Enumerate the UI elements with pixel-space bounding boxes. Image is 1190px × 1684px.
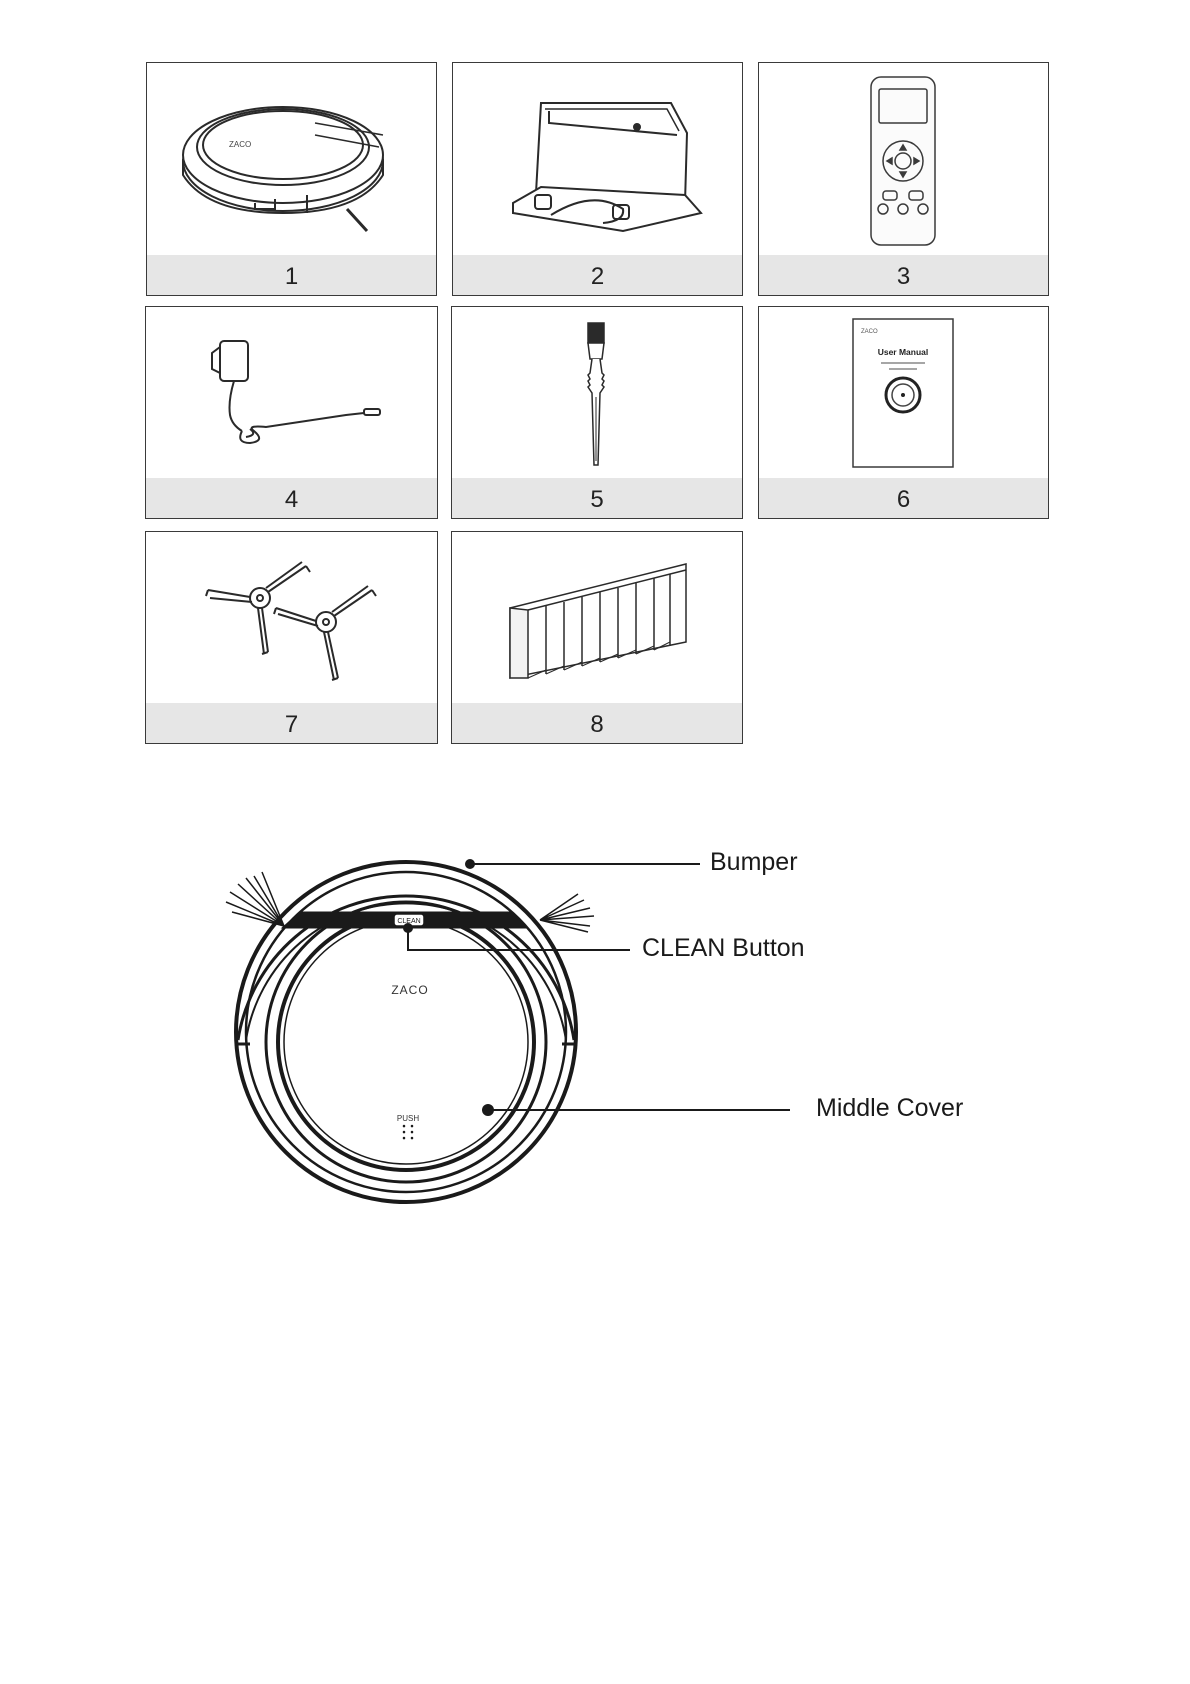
item-tile-1 — [146, 62, 437, 296]
push-text: PUSH — [396, 1114, 420, 1123]
item-tile-7 — [145, 531, 438, 744]
item-tile-3 — [758, 62, 1049, 296]
robot-brand-text: ZACO — [229, 140, 252, 149]
side-brush-icon — [146, 532, 436, 702]
power-adapter-icon — [146, 307, 436, 479]
item-tile-4 — [145, 306, 438, 519]
item-number-2: 2 — [453, 255, 742, 295]
robot-top-view-illustration — [0, 820, 1190, 1240]
item-number-6: 6 — [759, 478, 1048, 518]
item-number-3: 3 — [759, 255, 1048, 295]
robot-vacuum-icon — [147, 63, 435, 253]
item-tile-6 — [758, 306, 1049, 519]
manual-title-text: User Manual — [877, 347, 929, 357]
item-number-1: 1 — [147, 255, 436, 295]
filter-icon — [452, 532, 742, 702]
charging-base-icon — [453, 63, 741, 253]
bumper-callout: Bumper — [710, 848, 798, 876]
robot-top-view-diagram — [0, 820, 1190, 1240]
item-tile-8 — [451, 531, 743, 744]
item-number-4: 4 — [146, 478, 437, 518]
manual-brand-text: ZACO — [861, 329, 878, 335]
item-tile-2 — [452, 62, 743, 296]
user-manual-icon — [759, 307, 1047, 479]
item-number-7: 7 — [146, 703, 437, 743]
item-number-5: 5 — [452, 478, 742, 518]
item-tile-5 — [451, 306, 743, 519]
clean-button-callout: CLEAN Button — [642, 934, 805, 962]
item-number-8: 8 — [452, 703, 742, 743]
clean-key-text: CLEAN — [397, 918, 421, 925]
robot-brand-mark: ZACO — [391, 983, 429, 997]
remote-control-icon — [759, 63, 1047, 253]
middle-cover-callout: Middle Cover — [816, 1094, 964, 1122]
cleaning-brush-icon — [452, 307, 742, 479]
